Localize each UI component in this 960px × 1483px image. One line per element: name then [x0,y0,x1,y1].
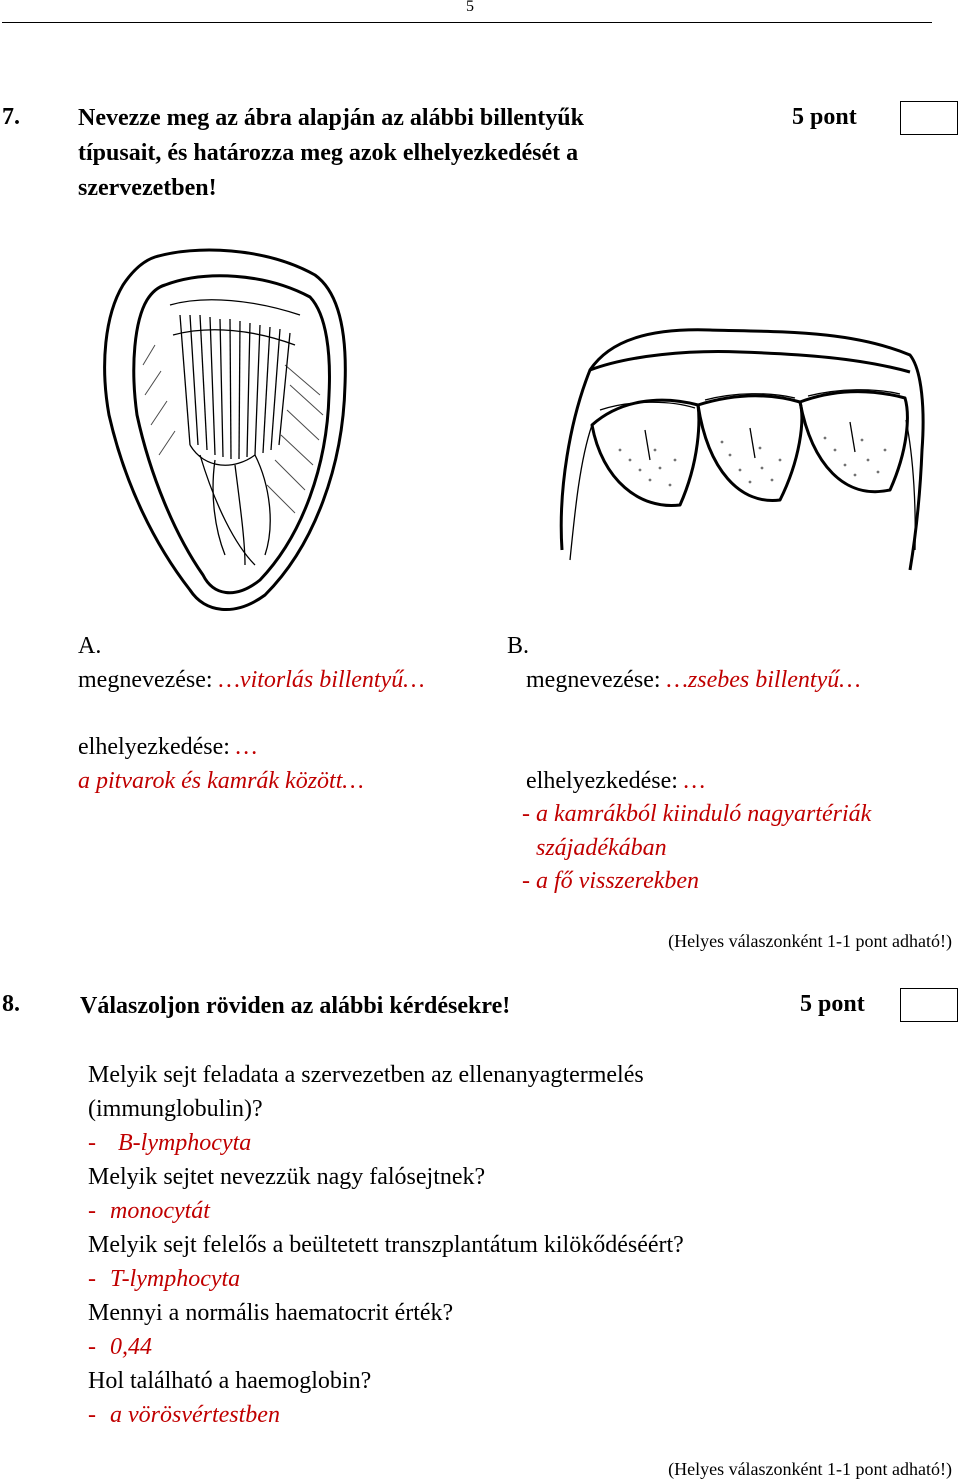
figure-b-location-answer-3: - a fő visszerekben [522,868,700,894]
figure-a-name-label: megnevezése: [78,667,213,693]
question-8-item-3 [88,1228,938,1296]
page-number: 5 [466,0,474,15]
question-7-text [78,101,778,206]
question-8-item-1 [88,1058,938,1160]
figure-b-location-label-line [526,764,705,798]
question-8-scoring-note: (Helyes válaszonként 1-1 pont adható!) [668,1459,952,1479]
question-8-list [88,1058,938,1432]
item-4-dash: - [88,1334,96,1360]
item-3-answer-line [88,1262,938,1296]
item-4-answer: 0,44 [110,1334,152,1360]
figure-a-name-line [78,663,425,697]
figure-b-letter: B. [507,633,530,659]
item-1-answer-line [88,1126,938,1160]
figure-b-name-label: megnevezése: [526,667,661,693]
item-1-dash: - [88,1130,96,1156]
item-2-answer-line [88,1194,938,1228]
question-8-item-5 [88,1364,938,1432]
item-3-question-line-1: Melyik sejt felelős a beültetett transzplantátum kilökődéséért? [88,1232,684,1258]
question-8-score-box[interactable] [900,988,958,1022]
figure-a-letter: A. [78,633,102,659]
question-8-number: 8. [2,991,20,1017]
item-2-answer: monocytát [110,1198,210,1224]
figure-b-location-answer-1: - a kamrákból kiinduló nagyartériák [522,801,872,827]
figure-a-location-label: elhelyezkedése: [78,734,230,760]
figure-a-location-dots: … [235,734,258,760]
item-4-answer-line [88,1330,938,1364]
item-3-answer: T-lymphocyta [110,1266,241,1292]
figure-b-location-answer-2: szájadékában [536,835,667,861]
question-7-score-box[interactable] [900,101,958,135]
item-4-question-line-1: Mennyi a normális haematocrit érték? [88,1300,454,1326]
item-5-answer: a vörösvértestben [110,1402,280,1428]
question-8-item-2 [88,1160,938,1228]
item-3-dash: - [88,1266,96,1292]
figure-b-location-label: elhelyezkedése: [526,768,678,794]
item-1-answer: B-lymphocyta [118,1130,252,1156]
header-rule [2,22,932,23]
figure-a-location-label-line [78,730,257,764]
question-7-line-3: szervezetben! [78,175,217,201]
question-8-title: Válaszoljon röviden az alábbi kérdésekre! [80,993,511,1019]
item-2-dash: - [88,1198,96,1224]
item-2-question-line-1: Melyik sejtet nevezzük nagy falósejtnek? [88,1164,486,1190]
figure-a-name-answer: …vitorlás billentyű… [218,667,425,693]
question-7-line-2: típusait, és határozza meg azok elhelyezkedését a [78,140,579,166]
question-8-points: 5 pont [800,991,865,1017]
item-1-question-line-2: (immunglobulin)? [88,1096,263,1122]
question-7-scoring-note: (Helyes válaszonként 1-1 pont adható!) [668,931,952,951]
item-1-question-line-1: Melyik sejt feladata a szervezetben az ellenanyagtermelés [88,1062,644,1088]
question-7-line-1: Nevezze meg az ábra alapján az alábbi billentyűk [78,105,584,131]
question-7-points: 5 pont [792,104,857,130]
figure-b-name-answer: …zsebes billentyű… [666,667,861,693]
figure-a-location-answer: a pitvarok és kamrák között… [78,768,364,794]
figure-b-semilunar-valve-drawing [550,310,930,580]
figure-b-name-line [526,663,861,697]
item-5-answer-line [88,1398,938,1432]
question-8-item-4 [88,1296,938,1364]
figure-a-cuspid-valve-drawing [95,245,365,620]
item-5-question-line-1: Hol található a haemoglobin? [88,1368,372,1394]
question-7-number: 7. [2,104,20,130]
figure-b-location-dots: … [683,768,706,794]
item-5-dash: - [88,1402,96,1428]
